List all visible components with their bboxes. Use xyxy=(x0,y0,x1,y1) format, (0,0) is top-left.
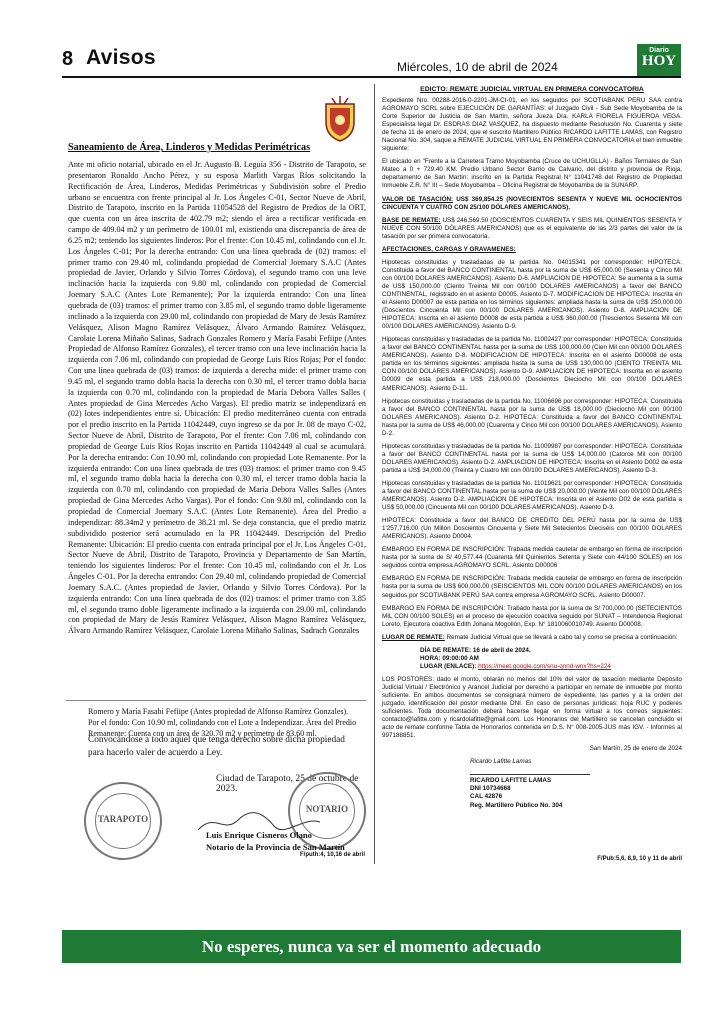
charge-block-4: Hipotecas constituidas y trasladadas de la partida No. 11009987 por corresponder: HIPOTECA: Constituida a favor del BANCO CONTINENTAL hasta por la suma de US$ 14,000.00 (Catorce Mil con 00/100 DOLARES AMERICANOS). Asiento D-2. AMPLIACION DE HIPOTECA: Inscrita en el Asiento D002 de esta partida a US$ 34,000.00 (Treinta y Cuatro Mil con 00/100 DOLARES AMERICANOS). Asiento D-3. xyxy=(382,442,682,474)
auction-date: DÍA DE REMATE: 16 de abril de 2024. xyxy=(420,646,531,654)
valuation-label: VALOR DE TASACIÓN: xyxy=(382,195,454,203)
notice-addendum: Romero y María Fasabi Fefiipe (Antes propiedad de Alfonso Ramírez Gonzales). Por el fondo: Con 10.90 ml, colindando con el Lote a Independizar. Área del Predio Remanente: Cuenta con un área de 320.70 m2 y perímetro de 83.60 ml. xyxy=(88,707,357,738)
auctioneer-signature xyxy=(470,758,682,809)
auctioneer-cal: CAL 42876 xyxy=(470,793,503,801)
base-label: BASE DE REMATE: xyxy=(382,216,441,224)
auction-base xyxy=(382,217,682,241)
notice-title: Saneamiento de Área, Linderos y Medidas Perimétricas xyxy=(68,142,311,153)
notice-place-date: Ciudad de Tarapoto, 25 de octubre de 2023. xyxy=(216,774,359,794)
page-number: 8 xyxy=(62,48,74,70)
auction-link-label: LUGAR (ENLACE): xyxy=(420,662,477,670)
notary-notice xyxy=(66,92,367,862)
notice-divider xyxy=(66,700,366,701)
valuation-value: US$ 369,854.25 (NOVECIENTOS SESENTA Y NUEVE MIL OCHOCIENTOS CINCUENTA Y CUATRO CON 25/100 DÓLARES AMERICANOS). xyxy=(382,195,682,211)
issue-date: Miércoles, 10 de abril de 2024 xyxy=(397,60,558,74)
section-title: Avisos xyxy=(86,46,156,69)
edict-intro: Expediente Nro. 00288-2016-0-2201-JM-CI-01, en los seguidos por SCOTIABANK PERU SAA contra AGROMAYO SCRL sobre EJECUCIÓN DE GARANTÍAS: el Juzgado Civil - Sub Sede Moyobamba de la Corte Superior de Justicia de San Martín, señora Jueza Dra. KARLA FIORELA FIGUEROA VEGA. Especialista legal Dr. ESDRAS DIAZ VASQUEZ, ha dispuesto mediante Resolución No. Cuarenta y siete de fecha 11 de enero de 2024, que el suscrito Martillero Público RICARDO LAFITTE LAMAS, con Registro Nacional No. 304, saque a REMATE JUDICIAL VIRTUAL EN PRIMERA CONVOCATORIA el bien inmueble siguiente: xyxy=(382,97,682,153)
auction-notice xyxy=(382,86,682,866)
logo-main-text: HOY xyxy=(641,53,677,69)
seal-round-text: NOTARIO xyxy=(305,804,349,814)
signature-line xyxy=(470,774,590,775)
notice-body: Ante mi oficio notarial, ubicado en el Jr. Augusto B. Leguía 356 - Distrito de Tarapoto, se presentaron Ronaldo Ancho Pérez, y su esposa Marlith Vargas Ríos solicitando la Rectificación de Área, Linderos, Medidas Perimétricas y Subdivisión sobre el Predio urbano se encuentra con frente principal al Jr. Los Ángeles C-01, Sector Nueve de Abril, Distrito de Tarapoto, inscrito en la Partida 11054528 del Registro de Predios de la ORT, que cuenta con un área inscrita de 402.79 m2; siendo el área a rectificar verificada en campo de 409.04 m2 y un perímetro de 100.01 ml, existiendo una discrepancia de área de 6.25 m2; teniendo los siguientes linderos: Por el frente: Con 10.45 ml, colindando con el Jr. Los Ángeles C-01; Por la derecha entrando: Con una línea quebrada de (02) tramos: el primer tramo con 29.40 ml, colindando propiedad de Comercial Joemary S.A.C (Antes propiedad de Javier, Orlando y Silvio Torres Córdova), el segundo tramo con una leve inclinación hacia la izquierda con 9.80 ml, colindando con propiedad de Comercial Joemary S.A.C (Antes Lote Remanente); Por la izquierda entrando: Con una línea quebrada de (03) tramos: el primer tramo con 3.85 ml, el segundo tramo doble ligeramente inclinado a la izquierda con 29.00 ml, colindando con propiedad de Mary de Jesús Ramírez Velásquez, Alison Magno Ramírez Velásquez, Álvaro Armando Ramírez Velásquez, Carolaie Lorena Miñaño Salinas, Sadrach Gonzales Romero y María Fasabi Fefiipe (Antes Propiedad de Alfonso Ramírez Gonzales), el tercer tramo con una leve inclinación hacia la izquierda con 7.06 ml, colindando con propiedad de George Luis Ríos Rojas; Por el fondo: Con una línea quebrada de (03) tramos: de izquierda a derecha mide: el primer tramo con 9.45 ml, el segundo tramo dobla hacia la derecha con 0.30 ml, el tercer tramo dobla hacia la izquierda con 0.70 ml, colindando con la propiedad de María Debora Valles Salles ( Antes propiedad de Gina Mercedes Acho Vargas). El predio matriz se independizará en (02) lotes independientes entre sí. Ubicación: El predio mediterráneo cuenta con entrada por el predio inscrito en la Partida 11042449, cuyo ingreso se da por Jr. 08 de mayo C-02, Sector Nueve de Abril, Distrito de Tarapoto, Por el frente: Con 7.06 ml, colindando con propiedad de George Luis Ríos Rojas inscrito en Partida 11042449 al cual se acumulará. Por la derecha entrando: Con 10.90 ml, colindando con propiedad Lote Remanente. Por la izquierda entrando: Con una línea quebrada de tres (03) tramos: el primer tramo con 9.45 ml, el segundo tramo dobla hacia la derecha con 0.30 ml, el tercer tramo dobla hacia la izquierda con 0.70 ml, colindando con propiedad de María Debora Valles Salles (Antes propiedad de Gina Mercedes Acho Vargas). Por el fondo: Con 9.80 ml, colindando con la propiedad de Comercial Joemary S.A.C (Antes Lote Remanente). Área del Predio a independizar: 88.34m2 y perímetro de 38.21 ml. Se deja constancia, que el predio matriz subdividido posterior será acumulado en la PR 11042449. Descripción del Predio Remanente: Ubicación: El predio cuenta con entrada principal por el Jr. Los Ángeles C-01, Sector Nueve de Abril, Distrito de Tarapoto, Provincia y Departamento de San Martín, teniendo los siguientes linderos: Por el frente: Con 10.45 ml, colindando con el Jr. Los Ángeles C-01. Por la derecha entrando: Con 29.40 ml, colindando propiedad de Comercial Joemary S.A.C. (Antes propiedad de Javier, Orlando y Silvio Torres Córdova). Por la izquierda entrando: Con una línea quebrada de dos (02) tramos: el primer tramo con 3.85 ml, el segundo tramo doble ligeramente inclinado a la izquierda con 29.00 ml, colindando con propiedad de Mary de Jesús Ramírez Velásquez, Alison Magno Ramírez Velásquez, Álvaro Armando Ramírez Velásquez, Carolaie Lorena Miñaño Salinas, Sadrach Gonzales xyxy=(68,160,366,636)
auctioneer-registry: Reg. Martillero Público No. 304 xyxy=(470,801,563,809)
newspaper-logo[interactable] xyxy=(637,44,681,76)
auction-place-text: Remate Judicial Virtual que se llevará a cabo tal y como se precisa a continuación: xyxy=(446,633,678,641)
auction-details xyxy=(420,647,682,671)
edict-title: EDICTO: REMATE JUDICIAL VIRTUAL EN PRIMERA CONVOCATORIA xyxy=(420,86,644,93)
property-location: El ubicado en "Frente a la Carretera Tramo Moyobamba (Cruce de UCHUGLLA) - Baños Termales de San Mateo a 0 + 729.40 KM. Predio Urbano Sector Barrio de Calvario, del distrito y provincia de Rioja, departamento de San Martín: inscrito en la Partida Registral N° 11041748 del Registro de Propiedad Inmueble Z.R. N° III – Sede Moyobamba – Oficina Registral de Moyobamba de la SUNARP. xyxy=(382,158,682,190)
notary-seal xyxy=(84,782,162,860)
valuation xyxy=(382,196,682,212)
closing-place: San Martín, 25 de enero de 2024 xyxy=(589,745,682,753)
auctioneer-name: RICARDO LAFITTE LAMAS xyxy=(470,777,552,785)
auction-place xyxy=(382,634,682,642)
logo-top-text: Diario xyxy=(649,47,669,54)
page-header xyxy=(62,44,681,74)
charges-title: AFECTACIONES, CARGAS Y GRAVAMENES: xyxy=(382,245,516,253)
seal-text: TARAPOTO xyxy=(97,814,149,824)
charge-block-1: Hipotecas constituidas y trasladadas de la partida No. 04015341 por corresponder: HIPOTECA: Constituida a favor del BANCO CONTINENTAL hasta por la suma de US$ 65,000.00 (Sesenta y Cinco Mil con 00/100 DOLARES AMERICANOS). Asiento D-6. AMPLIACION DE HIPOTECA: Se aumenta a la suma de US$ 150,000.00 (Ciento Treinta Mil con 00/100 DOLARES AMERICANOS) a favor del BANCO CONTINENTAL, registrado en el asiento D0005. Asiento D-7. MODIFICACION DE HIPOTECA: Inscrita en el Asiento D00007 de esta partida en los términos siguientes: ampliada hasta la suma de US$ 250,000.00 (Doscientos Cincuenta Mil con 00/100 DOLARES AMERICANOS). Asiento D-8. AMPLIACION DE HIPOTECA: Inscrita en el asiento D0008 de esta partida a US$ 360,000.00 (Trescientos Sesenta Mil con 00/100 DOLARES AMERICANOS). Asiento D-9. xyxy=(382,258,682,331)
base-value: US$ 246,569.50 (DOSCIENTOS CUARENTA Y SEIS MIL QUINIENTOS SESENTA Y NUEVE CON 50/100 DÓLARES AMERICANOS) que es el equivalente de las 2/3 partes del valor de la tasación por ser primera convocatoria. xyxy=(382,216,682,240)
charge-block-7: EMBARGO EN FORMA DE INSCRIPCIÓN: Trabada medida cautelar de embargo en forma de inscripción hasta por la suma de S/ 40,577.44 (Cuarenta Mil Quinientos Setenta y Siete con 44/100 SOLES) en los seguidos contra empresa AGROMAYO SCRL. Asiento D00006 xyxy=(382,546,682,570)
auction-time: HORA: 09:00:00 AM xyxy=(420,654,479,662)
header-rule xyxy=(62,76,681,78)
footer-banner: No esperes, nunca va ser el momento adecuado xyxy=(62,930,681,963)
notary-name: Luis Enrique Cisneros Olano xyxy=(206,830,312,840)
charge-block-6: HIPOTECA: Constituida a favor del BANCO DE CREDITO DEL PERÚ hasta por la suma de US$ 1'257,716.00 (Un Millón Doscientos Cincuenta y Siete Mil Setecientos Dieciséis con 00/100 DOLARES AMERICANOS). Asiento D0004. xyxy=(382,517,682,541)
charge-block-9: EMBARGO EN FORMA DE INSCRIPCIÓN: Trabado hasta por la suma de S/ 700,000.00 (SETECIENTOS MIL CON 00/100 SOLES) en el proceso de ejecución coactiva seguido por SUNAT – Intendencia Regional Loreto, Ejecutora coactiva Edith Johana Mogollón, Exp. N° 1810060010749. Asiento D00008. xyxy=(382,604,682,628)
notice-convocation: Convocándose a todo aquel que tenga derecho sobre dicha propiedad para hacerlo valer de acuerdo a Ley. xyxy=(88,735,345,758)
charge-block-5: Hipotecas constituidas y trasladadas de la partida No. 11019621 por corresponder: HIPOTECA: Constituida a favor del BANCO CONTINENTAL hasta por la suma de US$ 20,000.00 (Veinte Mil con 00/100 DOLARES AMERICANOS). Asiento D-2. AMPLIACION DE HIPOTECA: Inscrita en el Asiento D02 de esta partida a US$ 50,000.00 (Cincuenta Mil con 00/100 DOLARES AMERICANOS). Asiento D-3. xyxy=(382,479,682,512)
charge-block-8: EMBARGO EN FORMA DE INSCRIPCIÓN: Trabada medida cautelar de embargo en forma de inscripción hasta por la suma de US$ 600,000.00 (SEISCIENTOS MIL CON 00/100 DOLARES AMERICANOS) en los seguidos por SCOTIABANK PERÚ SAA contra empresa AGROMAYO SCRL. Asiento D00007. xyxy=(382,575,682,599)
charge-block-3: Hipotecas constituidas y trasladadas de la partida No. 11006696 por corresponder: HIPOTECA: Constituida a favor del BANCO CONTINENTAL hasta por la suma de US$ 18,000.00 (Dieciocho Mil con 00/100 DOLARES AMERICANOS). Asiento D-2. HIPOTECA: Constituida a favor del BANCO CONTINENTAL hasta por la suma de US$ 46,000.00 (Cuarenta y Cinco Mil con 00/100 DOLARES AMERICANOS). Asiento D-2. xyxy=(382,397,682,437)
auctioneer-signature-script: Ricardo Lafitte Lamas xyxy=(470,758,532,766)
notary-title: Notario de la Provincia de San Martín xyxy=(206,842,345,852)
column-divider xyxy=(374,84,375,864)
auction-place-label: LUGAR DE REMATE: xyxy=(382,633,445,641)
publication-ref-right: F/Pub:5,6, 8,9, 10 y 11 de abril xyxy=(597,856,682,862)
bidders-info: LOS POSTORES: dado el monto, oblarán no menos del 10% del valor de tasación mediante Depósito Judicial Virtual / Electrónico y Arancel Judicial por derecho a participar en remate de inmueble por monto suficiente. En ambos documentos se consignará número de expediente, las partes y a la orden del juzgado, identificación del postor mediante DNI. En caso de personas jurídicas: hoja RUC y poderes suficientes. Toda documentación deberá hacerse llegar en forma virtual a los correos siguientes: contacto@lafitte.com y ricardolafitte@gmail.com. Los Honorarios del Martillero se cancelan concluido el acto de remate conforme Tabla de Honorarios contenida en D.S. N° 008-2005-JUS más IGV. - Informes al 997188851. xyxy=(382,675,682,740)
coat-of-arms-icon xyxy=(322,96,358,142)
auctioneer-dni: DNI 10734668 xyxy=(470,785,511,793)
auction-link-row xyxy=(420,663,682,671)
publication-ref-left: F/puth:4, 10,16 de abril xyxy=(299,852,365,858)
charge-block-2: Hipotecas constituidas y trasladadas de la partida No. 11002427 por corresponder: HIPOTECA: Constituida a favor del BANCO CONTINENTAL hasta por la suma de US$ 100,000.00 (Cien Mil con 00/100 DOLARES AMERICANOS). Asiento D-8. MODIFICACION DE HIPOTECA: Inscrita en el asiento D00008 de esta partida en los términos siguientes: ampliada hasta la suma de US$ 130,000.00 (CIENTO TREINTA MIL CON 00/100 DOLARES AMERICANOS). Asiento D-9. AMPLIACION DE HIPOTECA: Inscrita en el asiento D0009 de esta partida a US$ 218,000.00 (Doscientos Dieciocho Mil con 00/100 DOLARES AMERICANOS). Asiento D-11. xyxy=(382,336,682,392)
auction-link[interactable]: https://meet.google.com/snu-qnnd-wnx?hs=224 xyxy=(478,662,611,670)
